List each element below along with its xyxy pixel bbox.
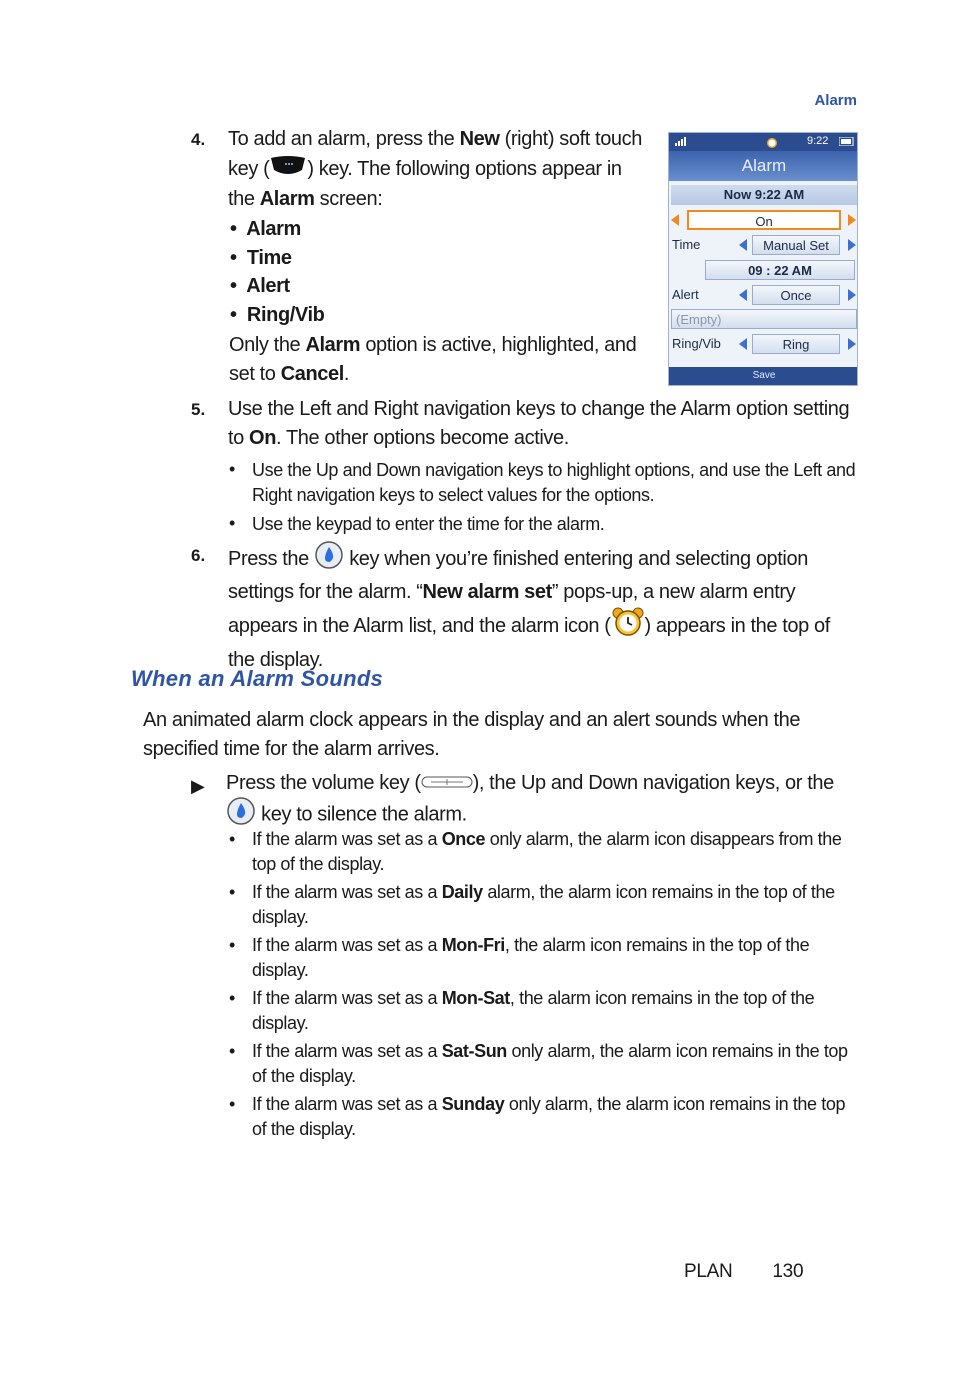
bullet: • [229, 988, 236, 1008]
press-instruction: Press the volume key ( ), the Up and Down navigation keys, or the key to silence the alarm. [226, 770, 834, 833]
alarm-status-icon [765, 135, 779, 152]
step-4-number: 4. [191, 130, 206, 149]
left-arrow-icon [739, 239, 747, 251]
section-title: When an Alarm Sounds [131, 666, 384, 691]
page-number: 130 [772, 1261, 804, 1282]
bullet: • [229, 1041, 236, 1061]
phone-screen-title: Alarm [669, 151, 858, 181]
step-5-text: Use the Left and Right navigation keys to change the Alarm option setting to On. The other options become active. [228, 398, 850, 449]
list-item: If the alarm was set as a Mon-Fri, the alarm icon remains in the top of the display. [252, 935, 810, 980]
arrow-marker: ▶ [191, 776, 205, 796]
step-6-number: 6. [191, 546, 206, 565]
list-item: If the alarm was set as a Daily alarm, the alarm icon remains in the top of the display. [252, 882, 835, 927]
list-item: • Alarm [230, 218, 301, 240]
list-item: If the alarm was set as a Sat-Sun only alarm, the alarm icon remains in the top of the display. [252, 1041, 848, 1086]
alert-label: Alert [672, 287, 699, 302]
bullet: • [229, 513, 236, 533]
empty-field[interactable]: (Empty) [671, 309, 857, 329]
right-arrow-icon [848, 289, 856, 301]
right-arrow-icon [848, 338, 856, 350]
signal-icon [675, 136, 691, 149]
phone-status-time: 9:22 [807, 135, 829, 147]
time-value-field[interactable]: Manual Set [752, 235, 840, 255]
intro-paragraph: An animated alarm clock appears in the display and an alert sounds when the specified time for the alarm arrives. [143, 709, 801, 760]
list-item: • Ring/Vib [230, 303, 325, 326]
volume-key-icon [421, 770, 473, 797]
ring-value-field[interactable]: Ring [752, 334, 840, 354]
ok-key-icon [314, 541, 344, 578]
time-label: Time [672, 237, 701, 252]
ring-vib-label: Ring/Vib [672, 336, 721, 351]
step-4-options-list [230, 215, 324, 329]
footer-label: PLAN [684, 1261, 733, 1282]
left-arrow-icon [739, 289, 747, 301]
step-5-sub-1: Use the Up and Down navigation keys to highlight options, and use the Left and Right navigation keys to select values for the options. [252, 460, 856, 505]
step-5-sub-2: Use the keypad to enter the time for the alarm. [252, 514, 605, 534]
step-4-text: To add an alarm, press the New (right) soft touch key ( ) key. The following options appear in the Alarm screen: [228, 128, 642, 210]
phone-current-time: Now 9:22 AM [671, 185, 857, 205]
list-item: If the alarm was set as a Once only alarm, the alarm icon disappears from the top of the display. [252, 829, 842, 874]
step-5-number: 5. [191, 400, 206, 419]
page-footer [684, 1261, 803, 1283]
bullet: • [229, 459, 236, 479]
list-item: If the alarm was set as a Sunday only alarm, the alarm icon remains in the top of the display. [252, 1094, 846, 1139]
bullet: • [229, 882, 236, 902]
right-arrow-icon [848, 239, 856, 251]
bullet: • [229, 1094, 236, 1114]
alert-value-field[interactable]: Once [752, 285, 840, 305]
step-4-note: Only the Alarm option is active, highlighted, and set to Cancel. [229, 334, 637, 385]
alarm-clock-icon [611, 607, 645, 646]
left-arrow-icon [739, 338, 747, 350]
step-6-text: Press the key when you’re finished entering and selecting option settings for the alarm. “New alarm set” pops-up, a new alarm entry appears in the Alarm list, and the alarm icon ( ) appears in the top of the display. [228, 541, 830, 675]
time-entry-field[interactable]: 09 : 22 AM [705, 260, 855, 280]
running-header: Alarm [814, 92, 857, 109]
right-arrow-icon [848, 214, 856, 226]
left-arrow-icon [671, 214, 679, 226]
alarm-screen-image [668, 132, 858, 386]
battery-icon [839, 137, 855, 149]
phone-status-bar [669, 133, 858, 151]
bullet: • [229, 935, 236, 955]
bullet: • [229, 829, 236, 849]
alarm-value-field[interactable]: On [687, 210, 841, 230]
list-item: • Alert [230, 275, 290, 297]
right-soft-key-icon [269, 154, 307, 185]
list-item: • Time [230, 246, 292, 269]
phone-save-softkey[interactable]: Save [669, 367, 858, 385]
list-item: If the alarm was set as a Mon-Sat, the alarm icon remains in the top of the display. [252, 988, 815, 1033]
